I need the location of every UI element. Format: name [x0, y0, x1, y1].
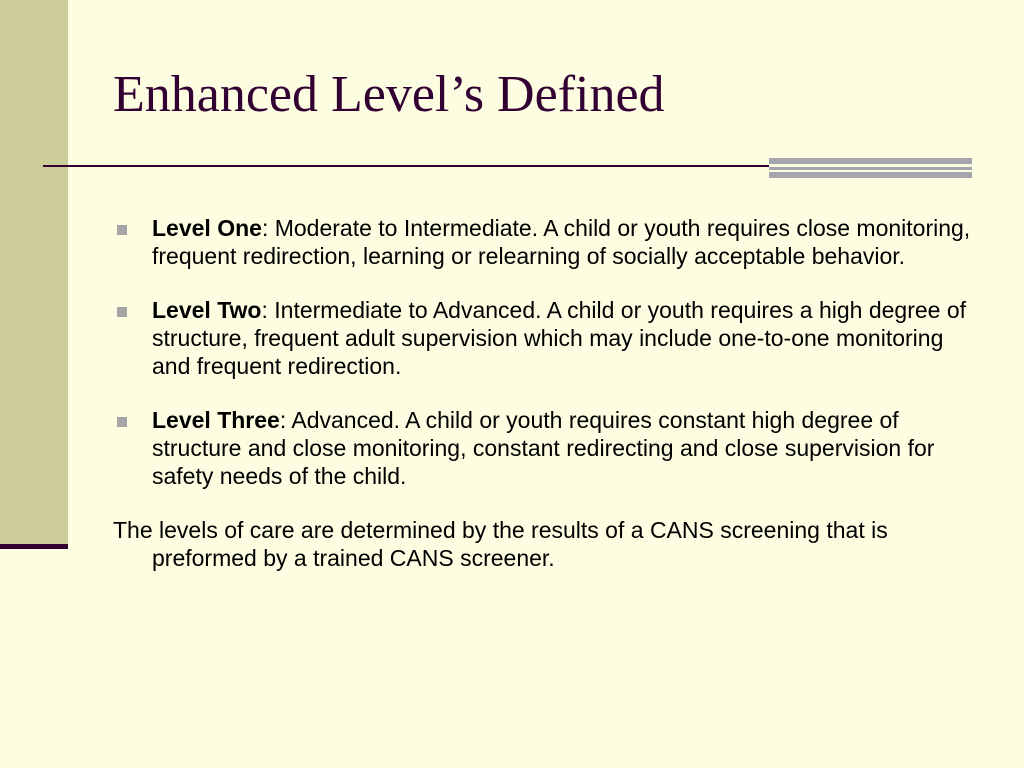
bullet-level-one	[113, 214, 973, 270]
bullet-term: Level One	[152, 215, 262, 241]
left-sidebar-bar	[0, 0, 68, 548]
divider-accent-stripes	[769, 158, 972, 178]
left-sidebar-cap	[0, 544, 68, 549]
bullet-term: Level Three	[152, 407, 280, 433]
closing-paragraph: The levels of care are determined by the results of a CANS screening that is preformed by a trained CANS screener.	[113, 517, 888, 571]
bullet-text: : Moderate to Intermediate. A child or youth requires close monitoring, frequent redirection, learning or relearning of socially acceptable behavior.	[152, 215, 971, 269]
accent-stripe	[769, 158, 972, 164]
accent-stripe	[769, 167, 972, 170]
bullet-text: : Intermediate to Advanced. A child or youth requires a high degree of structure, frequent adult supervision which may include one-to-one monitoring and frequent redirection.	[152, 297, 967, 379]
slide-title: Enhanced Level’s Defined	[113, 66, 665, 123]
square-bullet-icon	[117, 307, 127, 317]
square-bullet-icon	[117, 225, 127, 235]
slide-body	[113, 214, 973, 572]
title-divider	[43, 165, 769, 167]
accent-stripe	[769, 172, 972, 178]
bullet-level-two	[113, 296, 973, 380]
bullet-level-three	[113, 406, 973, 490]
square-bullet-icon	[117, 417, 127, 427]
bullet-term: Level Two	[152, 297, 262, 323]
bullet-text: : Advanced. A child or youth requires constant high degree of structure and close monitoring, constant redirecting and close supervision for safety needs of the child.	[152, 407, 935, 489]
